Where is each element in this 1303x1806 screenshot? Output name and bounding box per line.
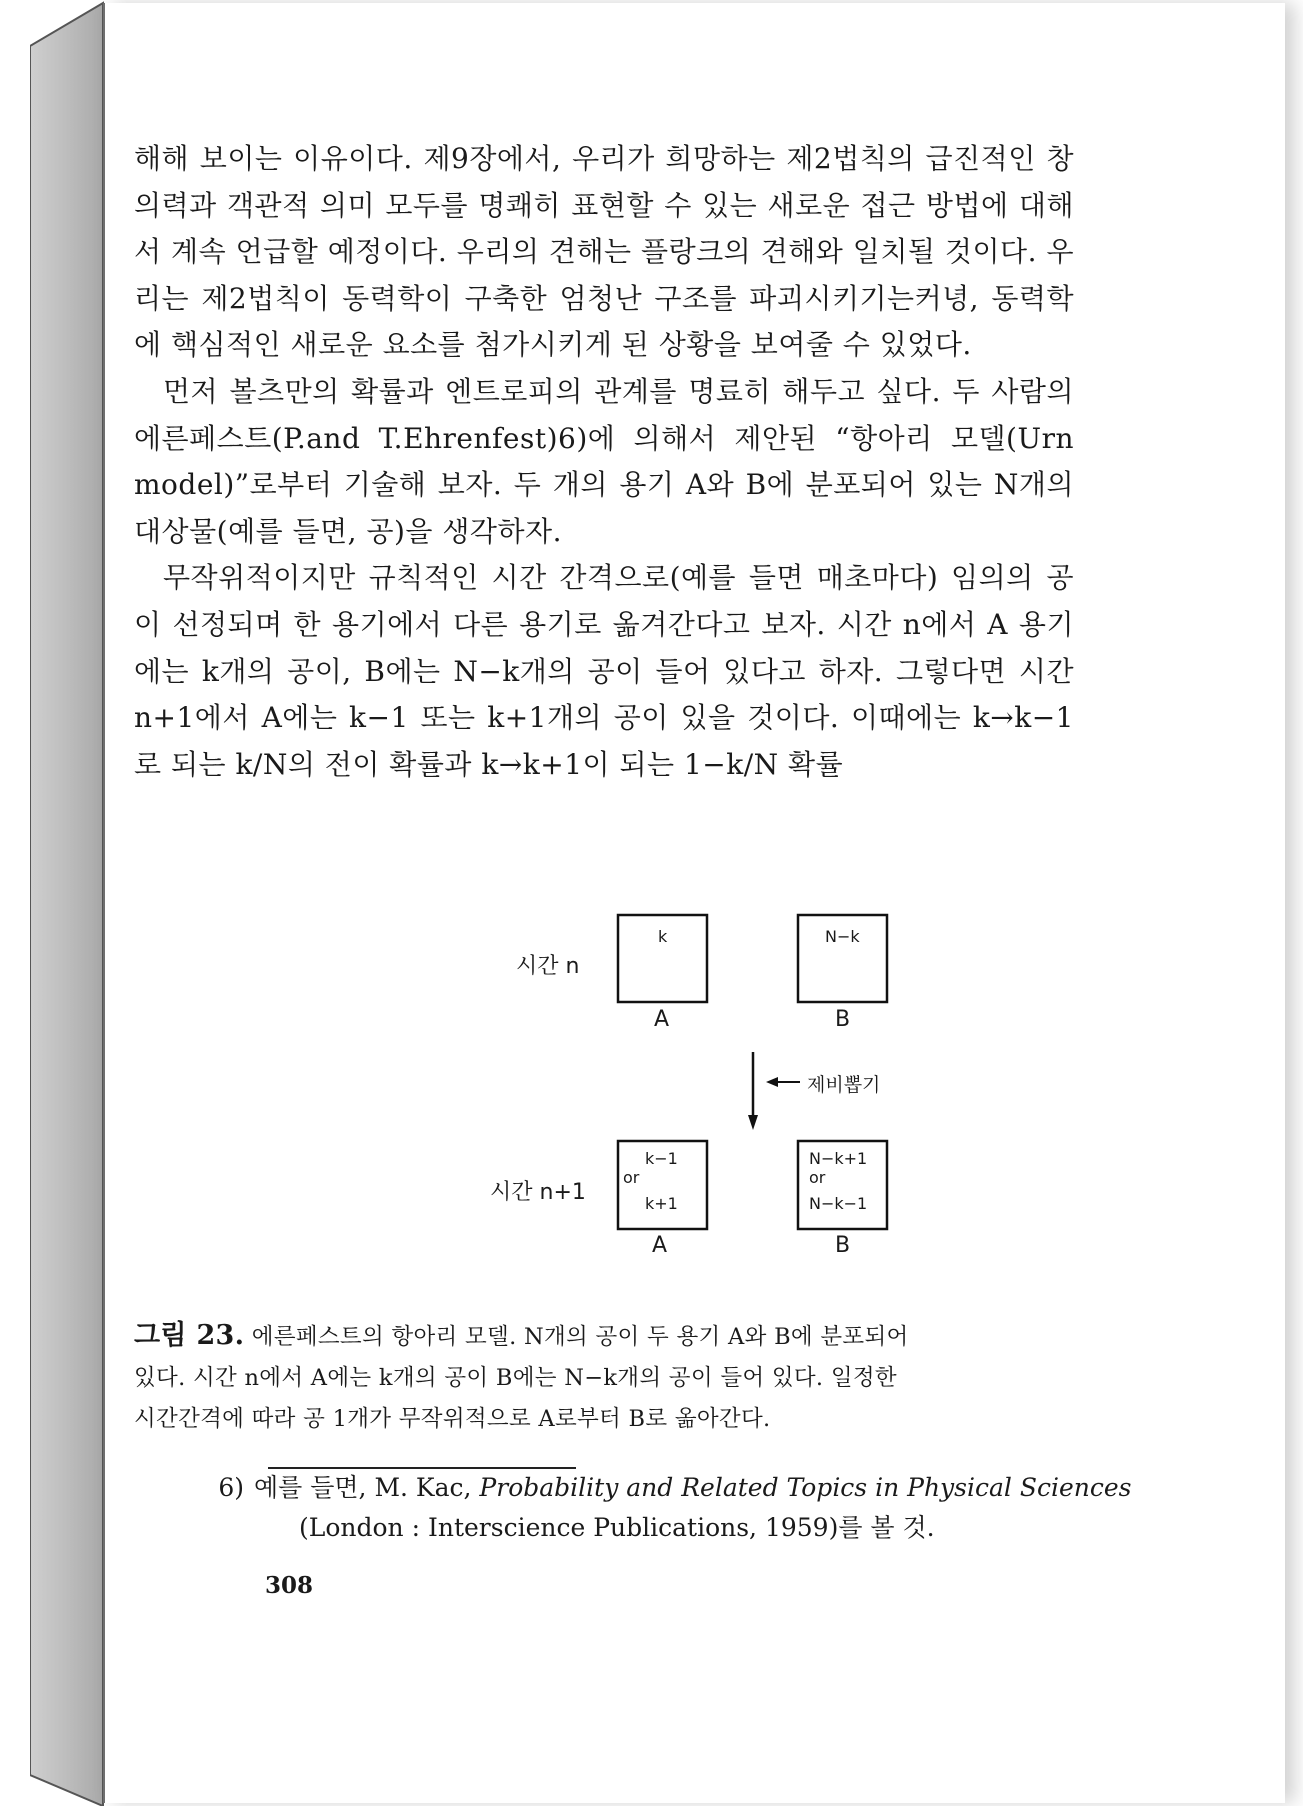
box-a-bottom-value-3: k+1 (645, 1194, 678, 1213)
paragraph-1: 해해 보이는 이유이다. 제9장에서, 우리가 희망하는 제2법칙의 급진적인 창의력과 객관적 의미 모두를 명쾌히 표현할 수 있는 새로운 접근 방법에 대해서 계속 언급할 예정이다. 우리의 견해는 플랑크의 견해와 일치될 것이다. 우리는 제2법칙이 동력학이 구축한 엄청난 구조를 파괴시키기는커녕, 동력학에 핵심적인 새로운 요소를 첨가시키게 된 상황을 보여줄 수 있었다. (134, 142, 1074, 362)
box-a-top-value: k (658, 927, 668, 946)
caption-label: 그림 23. (134, 1320, 245, 1351)
footnote-continuation: (London : Interscience Publications, 1959)를 볼 것. (299, 1513, 935, 1542)
caption-line-2: 있다. 시간 n에서 A에는 k개의 공이 B에는 N−k개의 공이 들어 있다. 일정한 (134, 1365, 897, 1391)
box-b-bottom-value-2: or (809, 1168, 826, 1187)
paragraph-2: 먼저 볼츠만의 확률과 엔트로피의 관계를 명료히 해두고 싶다. 두 사람의 에른페스트(P.and T.Ehrenfest)6)에 의해서 제안된 “항아리 모델(Urn model)”로부터 기술해 보자. 두 개의 용기 A와 B에 분포되어 있는 N개의 대상물(예를 들면, 공)을 생각하자. (134, 374, 1074, 548)
footnote (134, 1468, 1174, 1548)
caption-line-3: 시간간격에 따라 공 1개가 무작위적으로 A로부터 B로 옮아간다. (134, 1406, 771, 1432)
box-b-bottom-value-1: N−k+1 (809, 1149, 868, 1168)
book-spine (30, 0, 108, 1806)
box-a-bottom-value-2: or (623, 1168, 640, 1187)
box-a-top-label: A (654, 1007, 670, 1032)
caption-line-1: 에른페스트의 항아리 모델. N개의 공이 두 용기 A와 B에 분포되어 (251, 1324, 909, 1350)
paragraph-3: 무작위적이지만 규칙적인 시간 간격으로(예를 들면 매초마다) 임의의 공이 선정되며 한 용기에서 다른 용기로 옮겨간다고 보자. 시간 n에서 A 용기에는 k개의 공이, B에는 N−k개의 공이 들어 있다고 하자. 그렇다면 시간 n+1에서 A에는 k−1 또는 k+1개의 공이 있을 것이다. 이때에는 k→k−1로 되는 k/N의 전이 확률과 k→k+1이 되는 1−k/N 확률 (134, 561, 1074, 781)
time-n-label: 시간 n (516, 954, 580, 979)
box-b-top-value: N−k (825, 927, 860, 946)
label-pointer-head (766, 1077, 778, 1087)
page-number: 308 (265, 1572, 314, 1599)
box-b-bottom-value-3: N−k−1 (809, 1194, 868, 1213)
box-a-bottom-label: A (652, 1233, 668, 1258)
draw-arrow-head (748, 1115, 758, 1130)
box-b-top-label: B (835, 1007, 851, 1032)
time-n1-label: 시간 n+1 (490, 1180, 586, 1205)
arrow-label: 제비뽑기 (807, 1074, 881, 1096)
box-a-bottom-value-1: k−1 (645, 1149, 678, 1168)
footnote-marker: 6) (218, 1473, 244, 1502)
figure-caption (134, 1315, 1034, 1440)
body-text (134, 136, 1074, 788)
box-b-bottom-label: B (835, 1233, 851, 1258)
footnote-title: Probability and Related Topics in Physical Sciences (479, 1473, 1132, 1502)
footnote-prefix: 예를 들면, M. Kac, (254, 1473, 480, 1502)
urn-model-diagram (470, 895, 930, 1275)
